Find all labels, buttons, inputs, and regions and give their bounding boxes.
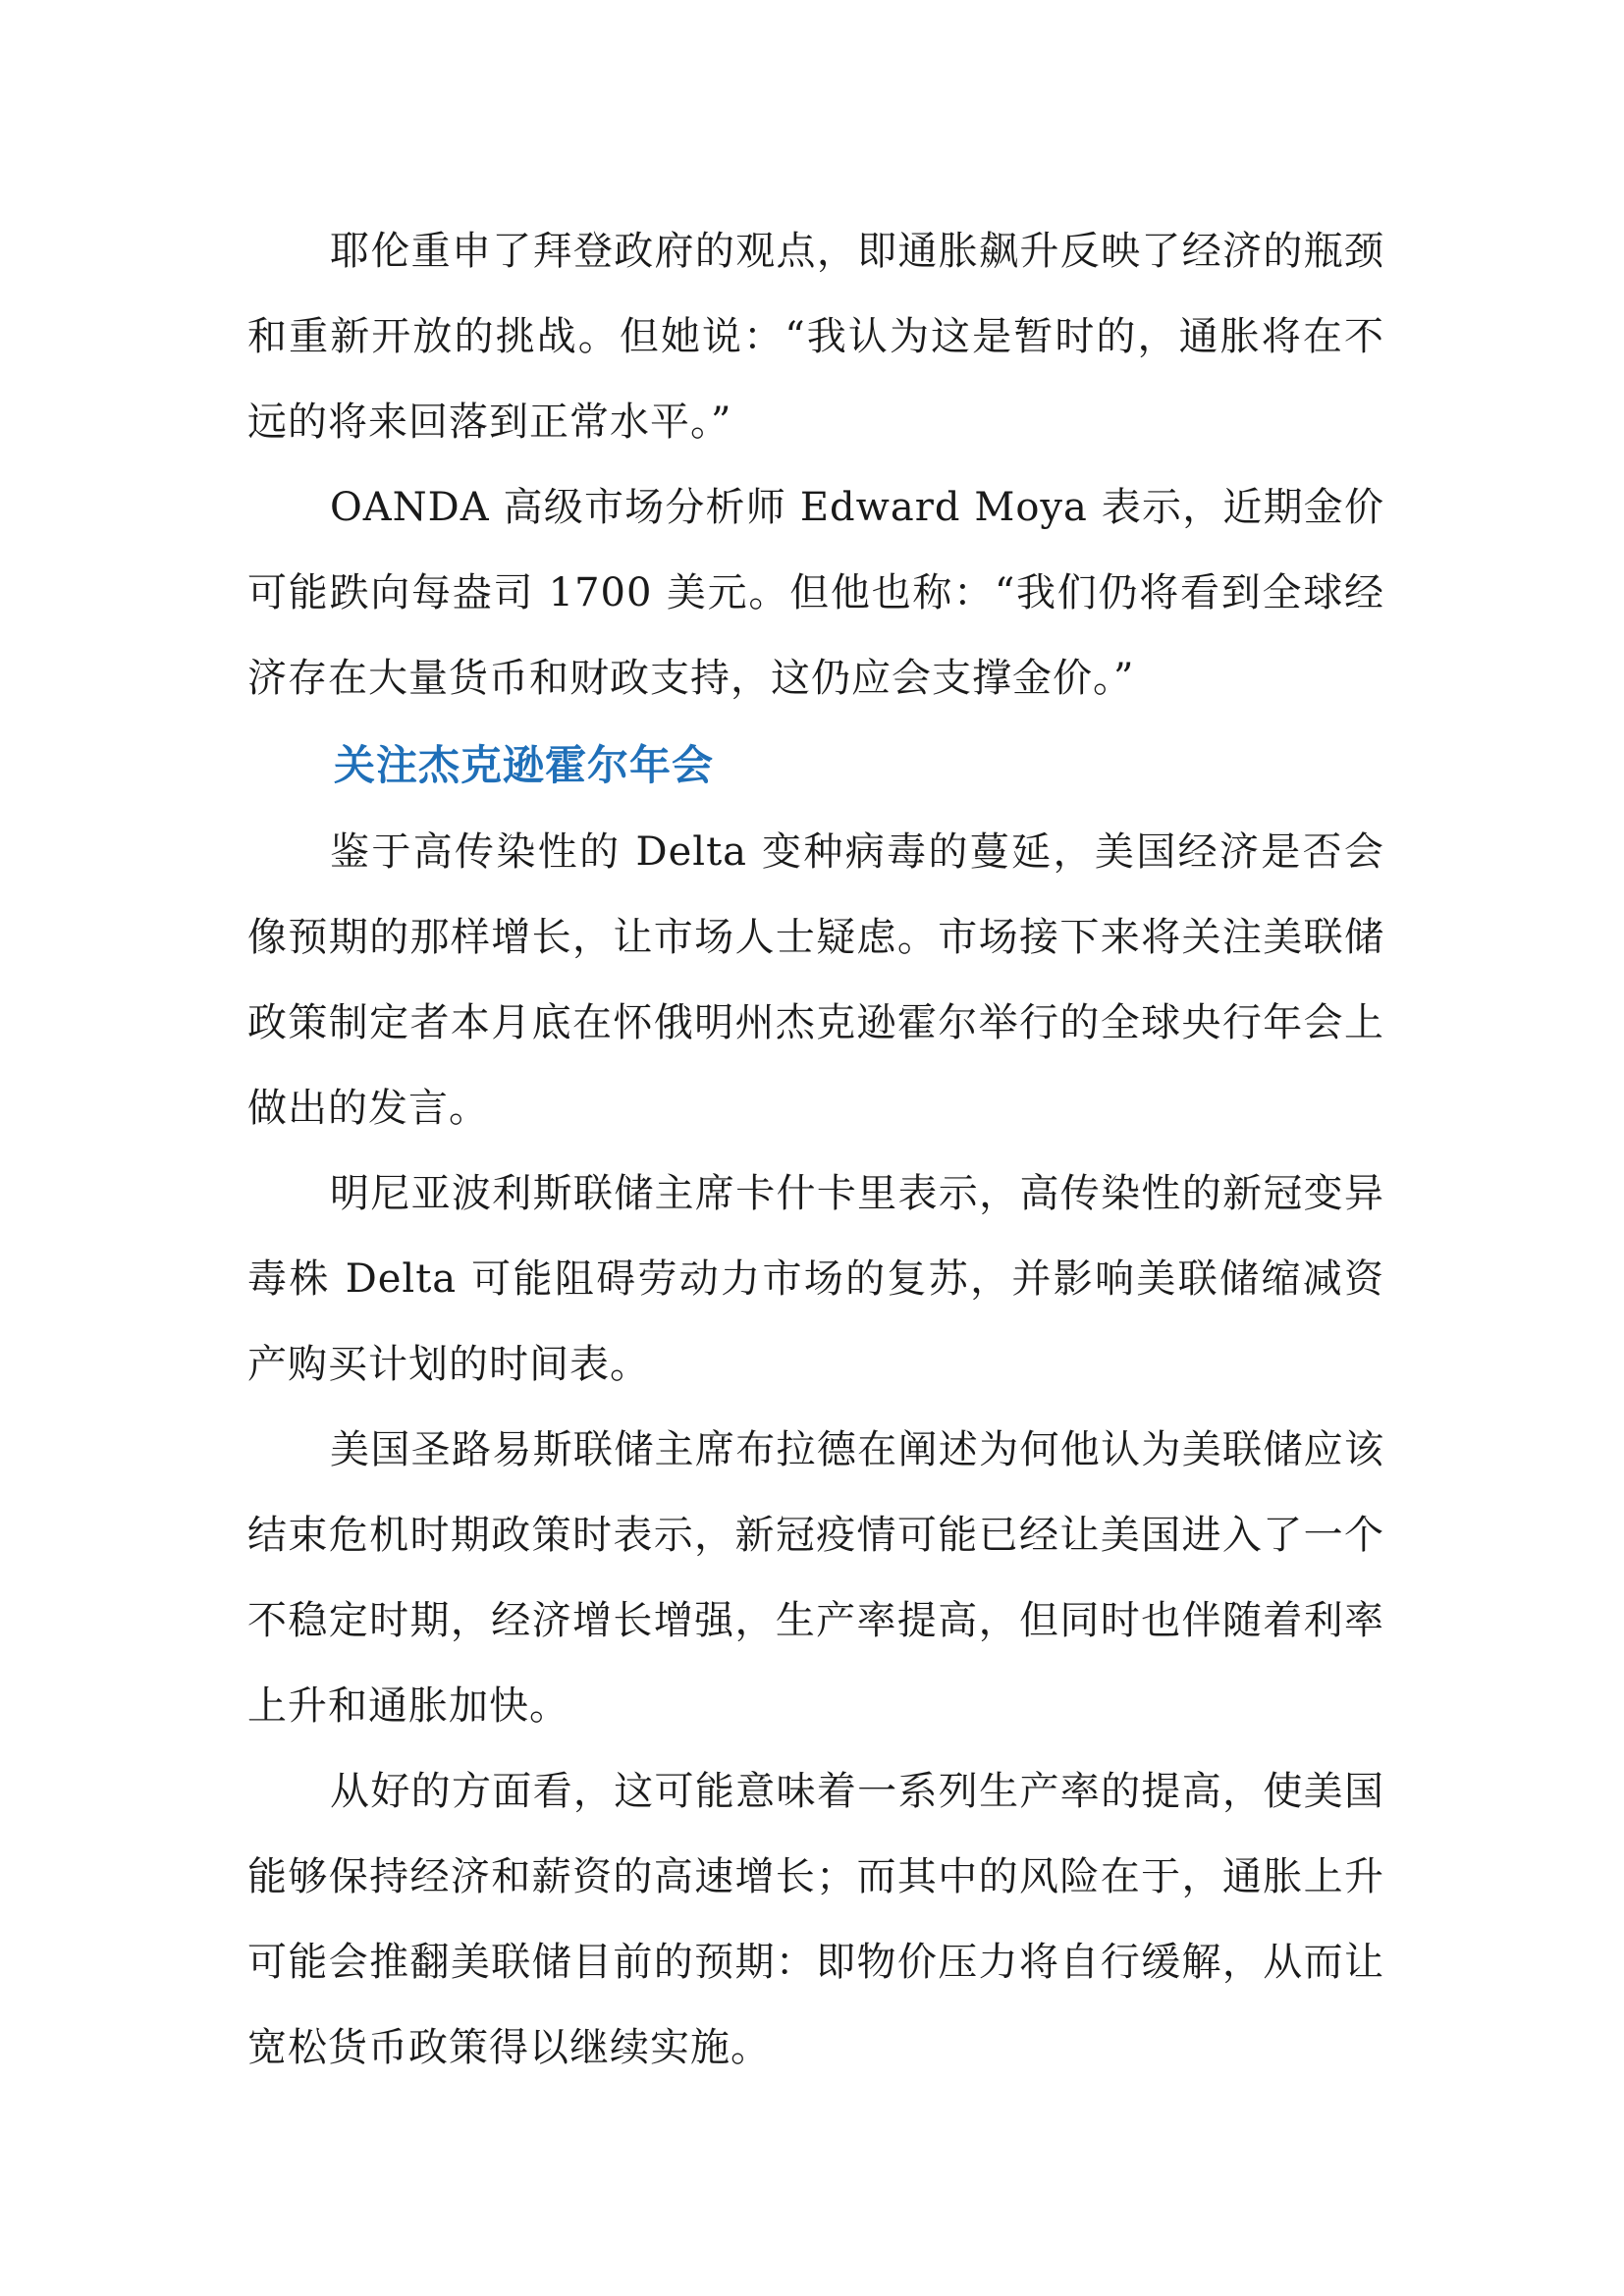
section-heading: 关注杰克逊霍尔年会 — [334, 741, 715, 789]
paragraph-moya: OANDA 高级市场分析师 Edward Moya 表示，近期金价可能跌向每盎司 1700 美元。但他也称：“我们仍将看到全球经济存在大量货币和财政支持，这仍应会支撑金价。” — [247, 485, 1384, 701]
paragraph-outlook: 从好的方面看，这可能意味着一系列生产率的提高，使美国能够保持经济和薪资的高速增长；而其中的风险在于，通胀上升可能会推翻美联储目前的预期：即物价压力将自行缓解，从而让宽松货币政策得以继续实施。 — [247, 1769, 1384, 2070]
paragraph-delta: 鉴于高传染性的 Delta 变种病毒的蔓延，美国经济是否会像预期的那样增长，让市场人士疑虑。市场接下来将关注美联储政策制定者本月底在怀俄明州杰克逊霍尔举行的全球央行年会上做出的发言。 — [247, 829, 1384, 1131]
paragraph-bullard: 美国圣路易斯联储主席布拉德在阐述为何他认为美联储应该结束危机时期政策时表示，新冠疫情可能已经让美国进入了一个不稳定时期，经济增长增强，生产率提高，但同时也伴随着利率上升和通胀加快。 — [247, 1427, 1384, 1729]
document-page — [247, 209, 1384, 2091]
paragraph-kashkari: 明尼亚波利斯联储主席卡什卡里表示，高传染性的新冠变异毒株 Delta 可能阻碍劳动力市场的复苏，并影响美联储缩减资产购买计划的时间表。 — [247, 1171, 1384, 1387]
paragraph-yellen: 耶伦重申了拜登政府的观点，即通胀飙升反映了经济的瓶颈和重新开放的挑战。但她说：“我认为这是暂时的，通胀将在不远的将来回落到正常水平。” — [247, 229, 1384, 445]
